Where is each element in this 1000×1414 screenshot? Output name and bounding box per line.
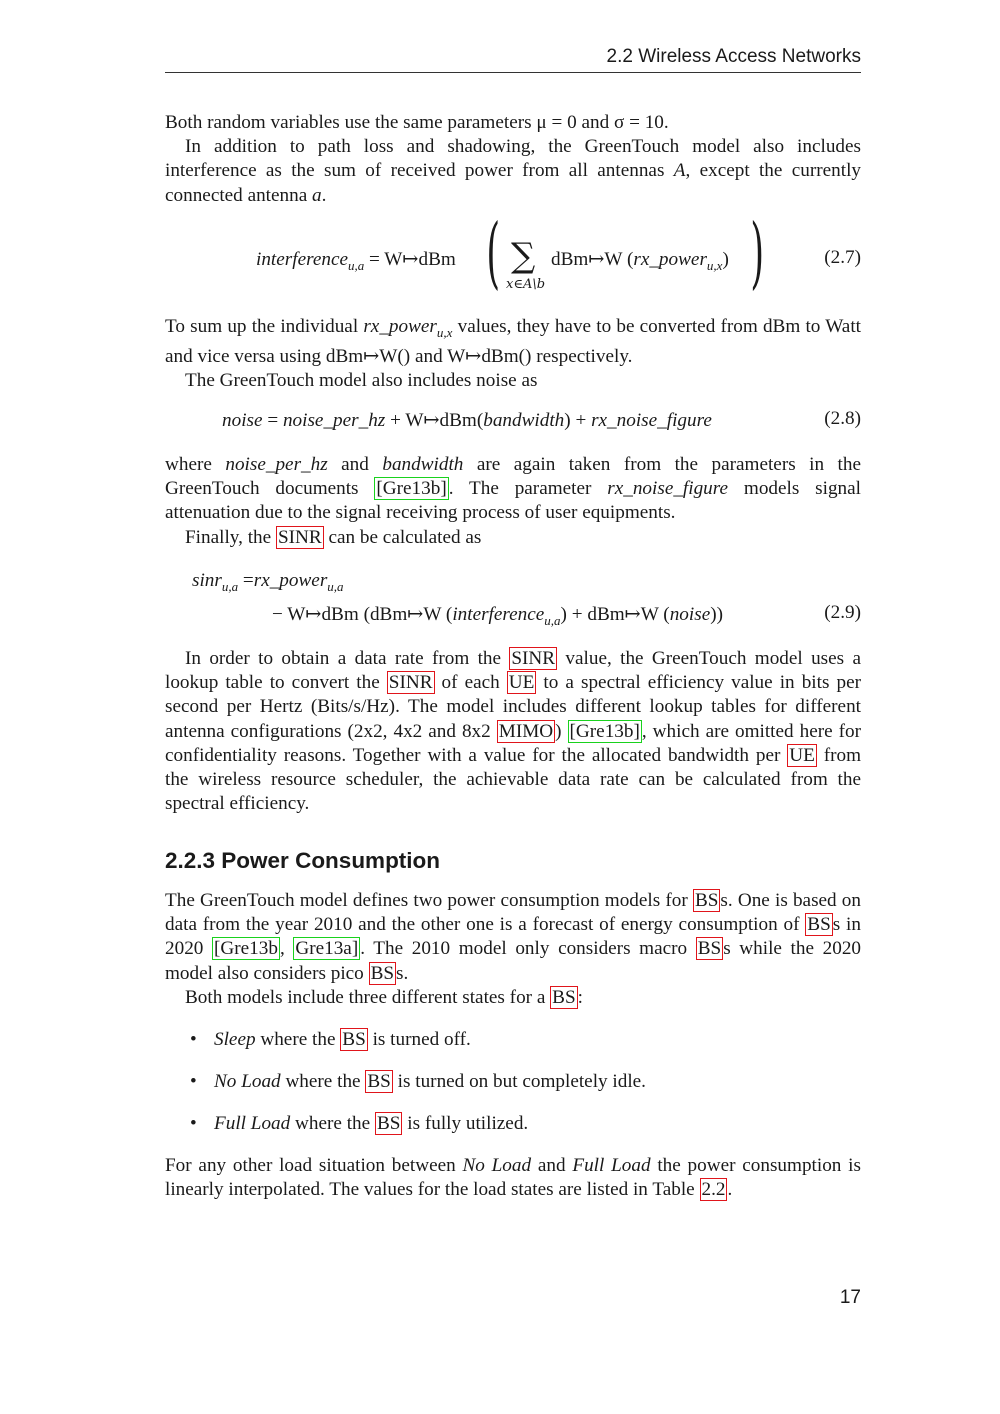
text: To sum up the individual — [165, 316, 364, 337]
list-item — [190, 1109, 646, 1151]
var-rx-power: rx_power — [363, 316, 437, 337]
text: is turned on but completely idle. — [392, 1071, 646, 1092]
paragraph-where — [165, 453, 861, 526]
eq27-arg: rx_power — [633, 249, 707, 270]
eq27-lhs-var: interference — [256, 249, 348, 270]
acronym-link-bs[interactable]: BS — [376, 1113, 401, 1134]
text: to a spectral efficiency value in bits per second per Hertz (Bits/s/Hz). The model includes different lookup tables for different antenna configurations (2x2, 4x2 and 8x2 — [165, 672, 861, 742]
citation-link[interactable]: Gre13a] — [295, 938, 359, 960]
text: s. One is based on data from the year 2010 and the other one is a forecast of energy consumption of — [165, 890, 861, 936]
text: of each — [434, 672, 507, 694]
acronym-link-bs[interactable]: BS — [807, 914, 831, 936]
eq29-number: (2.9) — [824, 602, 861, 623]
eq28-eq: = — [262, 410, 283, 431]
eq28-op2: ) + — [564, 410, 592, 431]
acronym-link-mimo[interactable]: MIMO — [498, 720, 554, 742]
var-noise-per-hz: noise_per_hz — [225, 454, 328, 475]
citation-link[interactable]: [Gre13b — [214, 938, 278, 960]
var-a: a — [312, 184, 322, 206]
eq27-number: (2.7) — [824, 247, 861, 268]
paragraph-block-final — [165, 1154, 861, 1202]
text: where the — [255, 1029, 341, 1050]
var-A: A — [673, 160, 686, 182]
text: : — [577, 986, 583, 1008]
eq28-t2: bandwidth — [483, 410, 565, 431]
text: s. — [396, 962, 409, 984]
page-number: 17 — [839, 1287, 861, 1308]
var-rx-noise-figure: rx_noise_figure — [607, 478, 729, 500]
acronym-link-bs[interactable]: BS — [697, 938, 722, 960]
eq27-sum-sub: x∈A\b — [506, 277, 546, 292]
eq28-body — [222, 408, 712, 432]
acronym-link-bs[interactable]: BS — [370, 962, 395, 984]
acronym-link-bs[interactable]: BS — [342, 1029, 366, 1050]
eq27-sum-symbol: ∑ — [511, 236, 536, 276]
text: , — [279, 938, 294, 960]
eq29-interf: interference — [452, 604, 545, 625]
eq27-arg-sub: u,x — [706, 257, 723, 273]
text: the power consumption is linearly interpolated. The values for the load states are listed in Table — [165, 1155, 861, 1201]
state-list — [190, 1025, 646, 1151]
state-term: Full Load — [214, 1113, 291, 1134]
text: . — [727, 1179, 733, 1201]
eq29-line2 — [272, 602, 723, 629]
eq28-number: (2.8) — [824, 408, 861, 429]
acronym-link-bs[interactable]: BS — [367, 1071, 391, 1092]
eq29-op-e: )) — [710, 604, 723, 625]
text: values, they have to be converted from dBm to Watt and vice versa using dBm↦W() and W↦dBm() respectively. — [165, 316, 861, 368]
acronym-link-bs[interactable]: BS — [552, 986, 576, 1008]
text: models signal attenuation due to the signal receiving process of user equipments. — [165, 478, 862, 524]
acronym-link-ue[interactable]: UE — [789, 744, 815, 766]
state-term: No Load — [214, 1071, 281, 1092]
paragraph-block-3 — [165, 453, 861, 550]
paragraph-block-2 — [165, 315, 861, 393]
eq28-t3: rx_noise_figure — [591, 410, 712, 431]
acronym-link-sinr[interactable]: SINR — [511, 648, 556, 669]
state-term: Full Load — [572, 1155, 651, 1176]
eq27-right-paren: ) — [750, 208, 765, 298]
eq29-lhs-sub: u,a — [221, 578, 239, 594]
text: where the — [280, 1071, 366, 1092]
eq27-dbmw: dBm↦W — [551, 249, 623, 270]
text: where the — [290, 1113, 375, 1134]
text: s while the 2020 model also considers pico — [165, 938, 862, 984]
paragraph-data-rate — [165, 647, 861, 816]
text: s in 2020 — [165, 914, 861, 960]
running-head: 2.2 Wireless Access Networks — [165, 46, 861, 73]
text: In order to obtain a data rate from the — [185, 648, 510, 669]
eq29-lhs: sinr — [192, 570, 222, 591]
eq29-t1: rx_power — [253, 570, 328, 591]
paragraph-interference — [165, 135, 861, 208]
eq28-lhs: noise — [222, 410, 263, 431]
text: Both models include three different states for a — [185, 986, 551, 1008]
paragraph-sum-up — [165, 315, 861, 369]
text: value, the GreenTouch model uses a lookup table to convert the — [165, 648, 861, 694]
text: . — [321, 184, 327, 206]
text: is fully utilized. — [402, 1113, 529, 1134]
text: and — [327, 454, 383, 475]
eq27-rhs: dBm↦W (rx_power$_{u,x}$) — [551, 249, 729, 273]
paragraph-finally — [165, 526, 861, 550]
list-item — [190, 1025, 646, 1067]
bullet-icon: • — [190, 1029, 197, 1050]
text: ) — [555, 720, 568, 742]
paragraph-three-states — [165, 986, 861, 1010]
text: , which are omitted here for confidentiality reasons. Together with a value for the allocated bandwidth per — [165, 720, 862, 766]
var-sub: u,x — [436, 324, 453, 340]
eq29-noise: noise — [669, 604, 711, 625]
state-term: Sleep — [214, 1029, 256, 1050]
eq29-t1-sub: u,a — [327, 578, 344, 594]
eq27-lhs — [256, 247, 456, 274]
acronym-link-sinr[interactable]: SINR — [277, 526, 322, 548]
text: Finally, the — [185, 526, 276, 548]
eq28-op1: + W↦dBm( — [385, 410, 484, 431]
acronym-link-sinr[interactable]: SINR — [388, 672, 433, 694]
text: . The 2010 model only considers macro — [360, 938, 696, 960]
text: can be calculated as — [323, 526, 482, 548]
text: For any other load situation between — [165, 1155, 463, 1176]
eq29-op-c: ) + dBm↦W ( — [560, 604, 670, 625]
state-term: No Load — [462, 1155, 532, 1176]
bullet-icon: • — [190, 1071, 197, 1092]
eq27-left-paren: ( — [486, 208, 501, 298]
eq29-eq: = — [238, 570, 254, 591]
paragraph-block-4 — [165, 647, 861, 816]
acronym-link-ue[interactable]: UE — [508, 672, 535, 694]
paragraph-noise-intro: The GreenTouch model also includes noise as — [185, 370, 538, 392]
eq29-interf-sub: u,a — [544, 612, 561, 628]
text: The GreenTouch model defines two power consumption models for — [165, 890, 693, 911]
paragraph-params: Both random variables use the same parameters μ = 0 and σ = 10. — [165, 112, 669, 133]
text: where — [165, 454, 226, 475]
paragraph-power-models — [165, 889, 861, 986]
text: from the wireless resource scheduler, the achievable data rate can be calculated from the spectral efficiency. — [165, 744, 861, 815]
section-heading: 2.2.3 Power Consumption — [165, 848, 441, 873]
text: is turned off. — [367, 1029, 471, 1050]
paragraph-block-1 — [165, 111, 861, 208]
eq29-line1 — [192, 570, 344, 595]
table-ref-link[interactable]: 2.2 — [701, 1179, 726, 1201]
eq27-lhs-sub: u,a — [347, 257, 365, 273]
text: . The parameter — [448, 478, 608, 500]
section-paragraph-block — [165, 889, 861, 1010]
text: , except the currently connected antenna — [165, 160, 861, 206]
paragraph-interpolation — [165, 1154, 861, 1202]
text: and — [531, 1155, 573, 1176]
text: are again taken from the parameters in the GreenTouch documents — [165, 454, 861, 500]
var-bandwidth: bandwidth — [382, 454, 464, 475]
citation-link[interactable]: [Gre13b] — [376, 478, 447, 500]
eq29-op-a: − W↦dBm (dBm↦W ( — [272, 604, 453, 625]
acronym-link-bs[interactable]: BS — [694, 890, 719, 911]
text: In addition to path loss and shadowing, the GreenTouch model also includes interference as the sum of received power from all antennas — [165, 136, 861, 182]
list-item — [190, 1067, 646, 1109]
eq28-t1: noise_per_hz — [282, 410, 386, 431]
citation-link[interactable]: [Gre13b] — [569, 720, 640, 742]
bullet-icon: • — [190, 1113, 197, 1134]
eq27-wdbm: = W↦dBm — [369, 249, 456, 270]
